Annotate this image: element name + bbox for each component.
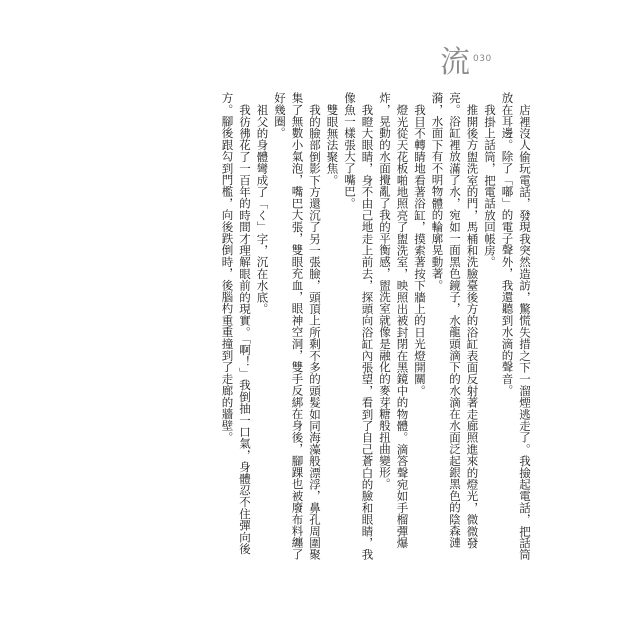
paragraph: 雙眼無法聚焦。: [325, 103, 340, 186]
page-number: 030: [473, 54, 492, 64]
paragraph: 推開後方盥洗室的門，馬桶和洗臉臺後方的浴缸表面反射著走廊照進來的燈光，微微發亮。浴缸裡放滿了水，宛如一面黑色鏡子，水龍頭滴下的水滴在水面泛起銀黑色的陰森漣漪，水面下有不明物體的輪廓晃動著。: [430, 92, 480, 549]
paragraph: 我掛上話筒，把電話放回帳房。: [483, 103, 497, 268]
paragraph: 店裡沒人偷玩電話，發現我突然造訪，驚慌失措之下一溜煙逃走了。我撿起電話，把話筒放在耳邊。除了「嘟」的電子聲外，我還聽到水滴的聲音。: [500, 92, 532, 560]
paragraph: 我瞪大眼睛，身不由己地走上前去，探頭向浴缸內張望，看到了自己蒼白的臉和眼睛，我像魚一樣張大了嘴巴。: [343, 92, 375, 560]
body-text: [218, 92, 533, 562]
paragraph: 我的臉部倒影下方還沉了另一張臉，頭頂上所剩不多的頭髮如同海藻般漂浮，鼻孔周圍聚集了無數小氣泡，嘴巴大張，雙眼充血，眼神空洞，雙手反綁在身後，腳踝也被廢布料纏了好幾圈。: [273, 92, 322, 560]
paragraph: 我彷彿花了一百年的時間才理解眼前的現實。「啊！」我倒抽一口氣，身體忍不住彈向後方。腳後跟勾到門檻，向後跌倒時，後腦杓重重撞到了走廊的牆壁。: [220, 92, 252, 555]
paragraph: 我目不轉睛地看著浴缸，摸索著按下牆上的日光燈開關。: [413, 103, 427, 396]
running-header: [440, 38, 492, 78]
paragraph: 祖父的身體彎成了「く」字，沉在水底。: [255, 103, 270, 315]
chapter-title: 流: [440, 45, 470, 80]
paragraph: 燈光從天花板啪地照亮了盥洗室，映照出被封閉在黑鏡中的物體。滴答聲宛如手榴彈爆炸，晃動的水面攪亂了我的平衡感，盥洗室就像是融化的麥芽糖般扭曲變形。: [378, 92, 410, 549]
